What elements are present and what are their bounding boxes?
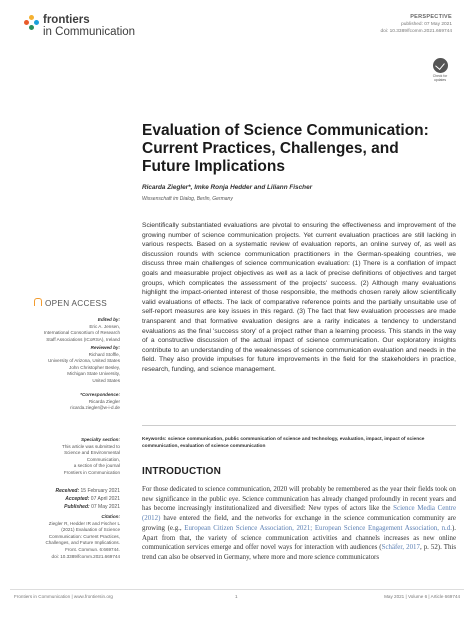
doi-line[interactable]: doi: 10.3389/fcomm.2021.669744 <box>380 29 452 34</box>
correspondence-email[interactable]: ricarda.ziegler@w-i-d.de <box>70 405 120 411</box>
citation-line: (2021) Evaluation of Science <box>61 527 120 533</box>
reviewed-by-label: Reviewed by: <box>90 345 120 350</box>
check-updates-icon <box>433 58 448 73</box>
specialty-section-block <box>20 437 120 477</box>
received-date: 15 February 2021 <box>80 488 120 494</box>
specialty-line: Frontiers in Communication <box>63 469 120 475</box>
editor-line: International Consortium of Research <box>43 330 120 336</box>
intro-text-1: For those dedicated to science communication, 2020 will probably be remembered as the year their fields took on new significance in the public eye. Science communication has already changed profoundly in recent years and has become increasingly institutionalized and diversified: New types of actors like the <box>142 486 456 513</box>
citation-label: Citation: <box>101 514 120 519</box>
article-title: Evaluation of Science Communication: Current Practices, Challenges, and Future Implications <box>142 122 429 175</box>
accepted-label: Accepted: <box>65 496 90 502</box>
specialty-label: Specialty section: <box>80 437 120 442</box>
article-meta-header <box>381 14 452 35</box>
editor-line: Staff Associations (ICoRSA), Ireland <box>46 336 120 342</box>
keywords-divider <box>142 425 456 426</box>
specialty-line: a section of the journal <box>73 463 120 469</box>
footer-volume-info: May 2021 | Volume 6 | Article 669744 <box>384 594 460 599</box>
citation-line: Front. Commun. 6:669744. <box>65 546 120 552</box>
citation-doi[interactable]: doi: 10.3389/fcomm.2021.669744 <box>51 553 120 559</box>
correspondence-block <box>20 392 120 412</box>
received-label: Received: <box>55 488 80 494</box>
correspondence-label: *Correspondence: <box>80 392 120 397</box>
journal-name: in Communication <box>43 26 136 38</box>
reviewer-line: University of Arizona, United States <box>47 358 120 364</box>
specialty-line: This article was submitted to <box>62 443 120 449</box>
intro-text-4: , p. 52). This trend can also be observed in Germany, where more and more science communicators <box>142 544 456 561</box>
citation-block <box>20 514 120 560</box>
correspondence-name: Ricarda Ziegler <box>88 398 120 404</box>
intro-text-3: ). Apart from that, the variety of science communication activities and channels increases as new online communication services emerge and offer novel ways for interaction with audiences ( <box>142 524 456 552</box>
check-for-updates-badge[interactable] <box>431 58 449 81</box>
open-access-label <box>34 298 107 308</box>
footer-page-number: 1 <box>235 594 238 599</box>
reviewer-line: United States <box>92 377 120 383</box>
dates-block <box>20 487 120 511</box>
specialty-line: Science and Environmental <box>64 450 120 456</box>
abstract: Scientifically substantiated evaluations are pivotal to ensuring the effectiveness and improvement of the growing number of science communication projects. Yet current evaluation practices are still lacking in various respects. Based on a systematic review of evaluation reports, an online survey of, as well as discussion rounds with science communication practitioners in the German-speaking countries, we discuss three main challenges of science communication evaluation: (1) There is a conflation of impact goals and measurable project objectives as well as a lack of precise definitions of objectives and target groups, which complicates the assessment of the projects' success. (2) Although many evaluations highlight the impact-oriented interest of those responsible, the methods chosen rarely allow scientifically valid evaluations of effects. The lack of comparative reference points and the partially unsuitable use of self-report measures are key issues in this regard. (3) The fact that few evaluation processes are made transparent and that formative evaluation designs are a rarity indicates a tendency to understand evaluations as the final 'success story' of a project rather than a learning process. This stands in the way of a constructive discussion of the actual impact of science communication. Our exploratory insights contribute to an understanding of the weaknesses of science communication evaluation and needs in the field. They also provide impulses for future improvements in the field for the stakeholders in practice, research, funding, and science management. <box>142 222 456 373</box>
open-access-text: OPEN ACCESS <box>45 299 107 308</box>
reviewed-by-block <box>20 345 120 385</box>
citation-line: Challenges, and Future Implications. <box>45 540 120 546</box>
keywords: Keywords: science communication, public communication of science and technology, evaluation, impact, impact of science communication, evaluation of science communication <box>142 437 425 449</box>
frontiers-logo-icon <box>24 15 40 31</box>
footer-journal[interactable]: Frontiers in Communication | www.frontiersin.org <box>14 594 113 599</box>
footer-divider <box>10 589 464 590</box>
reviewer-line[interactable]: Richard Stoffle, <box>88 351 120 357</box>
author-list[interactable]: Ricarda Ziegler*, Imke Ronja Hedder and Liliann Fischer <box>142 184 313 191</box>
editor-line[interactable]: Eric A. Jensen, <box>89 323 120 329</box>
citation-line: Communication: Current Practices, <box>48 533 120 539</box>
journal-brand: frontiers <box>43 14 90 26</box>
citation-link[interactable]: Schäfer, 2017 <box>381 544 420 552</box>
published-label: Published: <box>64 504 90 510</box>
reviewer-line: Michigan State University, <box>67 371 120 377</box>
intro-text-2: have entered the field, and the networks for exchange in the science communication community are growing (e.g., <box>142 515 456 532</box>
check-updates-label: Check for updates <box>432 74 448 82</box>
reviewer-line[interactable]: John Christopher Besley, <box>69 364 120 370</box>
journal-logo[interactable] <box>24 14 135 38</box>
affiliation: Wissenschaft im Dialog, Berlin, Germany <box>142 196 233 202</box>
edited-by-label: Edited by: <box>97 317 120 322</box>
edited-by-block <box>20 317 120 343</box>
specialty-line: Communication, <box>86 456 120 462</box>
citation-link[interactable]: European Citizen Science Association, 2021; European Science Engagement Association, n.d. <box>184 524 452 532</box>
article-type: PERSPECTIVE <box>410 14 452 20</box>
accepted-date: 07 April 2021 <box>90 496 120 502</box>
citation-link[interactable]: Science Media Centre (2012) <box>142 505 457 523</box>
published-date: 07 May 2021 <box>91 504 120 510</box>
published-line: published: 07 May 2021 <box>401 22 452 27</box>
introduction-text <box>142 485 456 563</box>
open-access-lock-icon <box>34 298 42 306</box>
citation-line: Ziegler R, Hedder IR and Fischer L <box>48 520 120 526</box>
introduction-heading: INTRODUCTION <box>142 466 222 477</box>
